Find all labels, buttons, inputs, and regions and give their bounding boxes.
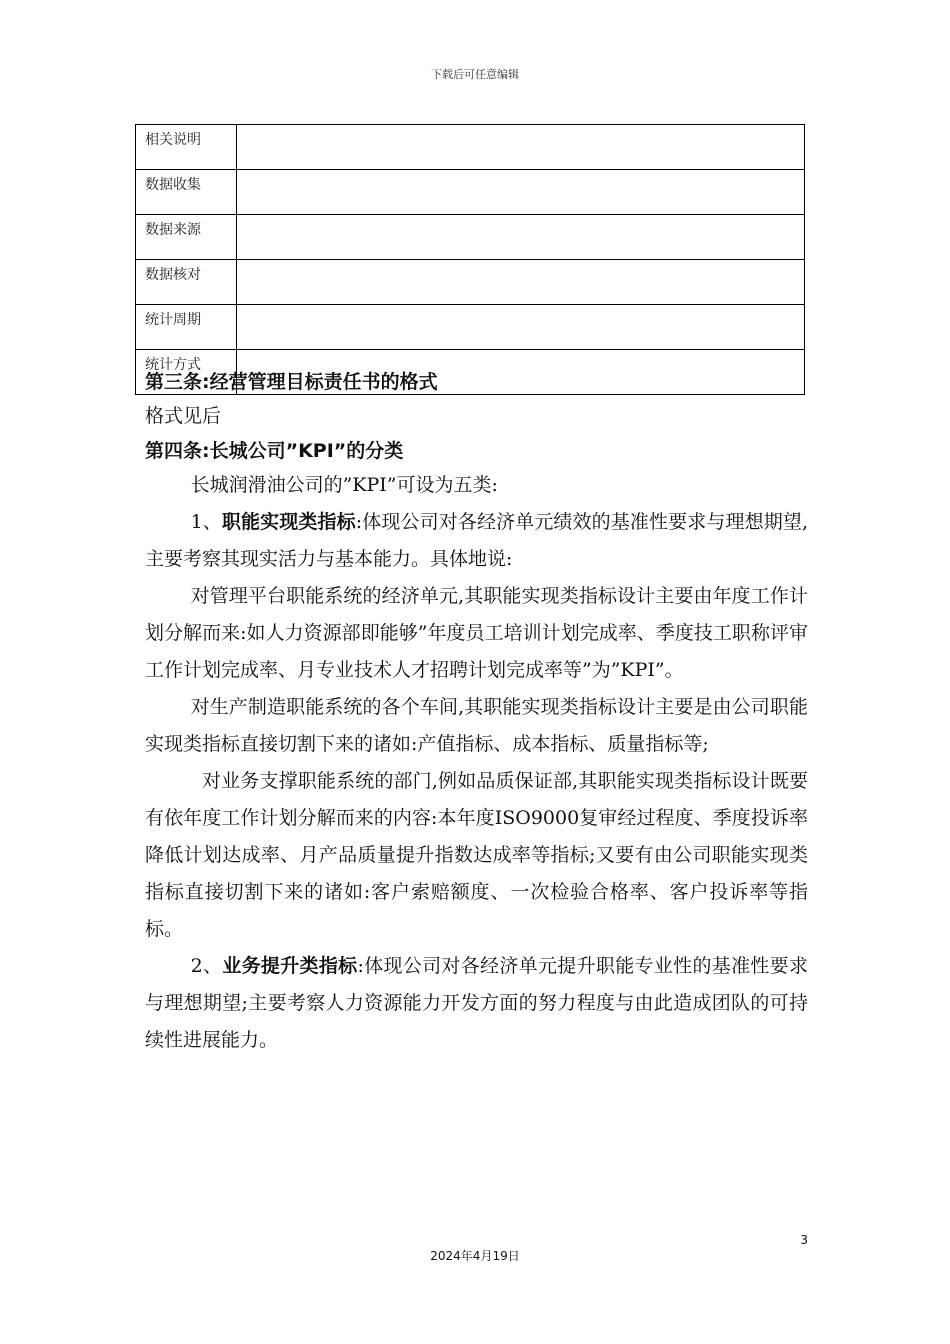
page-number: 3 [800,1233,808,1247]
table-row [136,215,805,260]
row-label: 统计周期 [136,305,237,350]
paragraph-support: 对业务支撑职能系统的部门,例如品质保证部,其职能实现类指标设计既要有依年度工作计划分解而来的内容:本年度ISO9000复审经过程度、季度投诉率降低计划达成率、月产品质量提升指数达成率等指标;又要有由公司职能实现类指标直接切割下来的诸如:客户索赔额度、一次检验合格率、客户投诉率等指标。 [145,770,808,940]
item1-text: :体现公司对各经济单元绩效的基准性要求与理想期望,主要考察其现实活力与基本能力。具体地说: [145,511,808,570]
row-label: 数据核对 [136,260,237,305]
row-value [237,260,805,305]
item1-prefix: 1、 [190,511,222,533]
table-row [136,260,805,305]
paragraph-management: 对管理平台职能系统的经济单元,其职能实现类指标设计主要由年度工作计划分解而来:如人力资源部即能够”年度员工培训计划完成率、季度技工职称评审工作计划完成率、月专业技术人才招聘计划完成率等”为”KPI”。 [145,585,808,681]
article4-heading: 第四条:长城公司”KPI”的分类 [145,440,404,462]
table-row [136,125,805,170]
row-value [237,215,805,260]
table-row [136,305,805,350]
item2-term: 业务提升类指标 [222,955,358,977]
indicator-info-table [135,124,805,395]
row-value [237,125,805,170]
row-label: 统计方式 [136,350,237,395]
row-label: 数据来源 [136,215,237,260]
article3-text: 格式见后 [145,405,222,427]
document-body [145,366,808,1059]
paragraph-production: 对生产制造职能系统的各个车间,其职能实现类指标设计主要是由公司职能实现类指标直接切割下来的诸如:产值指标、成本指标、质量指标等; [145,696,808,755]
table-row [136,170,805,215]
header-note: 下载后可任意编辑 [431,68,519,81]
item1-paragraph [145,504,808,578]
item2-prefix: 2、 [190,955,223,977]
footer-date: 2024年4月19日 [430,1249,520,1263]
row-value [237,170,805,215]
item2-text: :体现公司对各经济单元提升职能专业性的基准性要求与理想期望;主要考察人力资源能力开发方面的努力程度与由此造成团队的可持续性进展能力。 [145,955,808,1051]
row-label: 相关说明 [136,125,237,170]
article3-heading: 第三条:经营管理目标责任书的格式 [145,371,438,393]
row-label: 数据收集 [136,170,237,215]
row-value [237,305,805,350]
article4-intro: 长城润滑油公司的”KPI”可设为五类: [190,474,498,496]
item1-term: 职能实现类指标 [221,511,356,533]
item2-paragraph [145,948,808,1059]
